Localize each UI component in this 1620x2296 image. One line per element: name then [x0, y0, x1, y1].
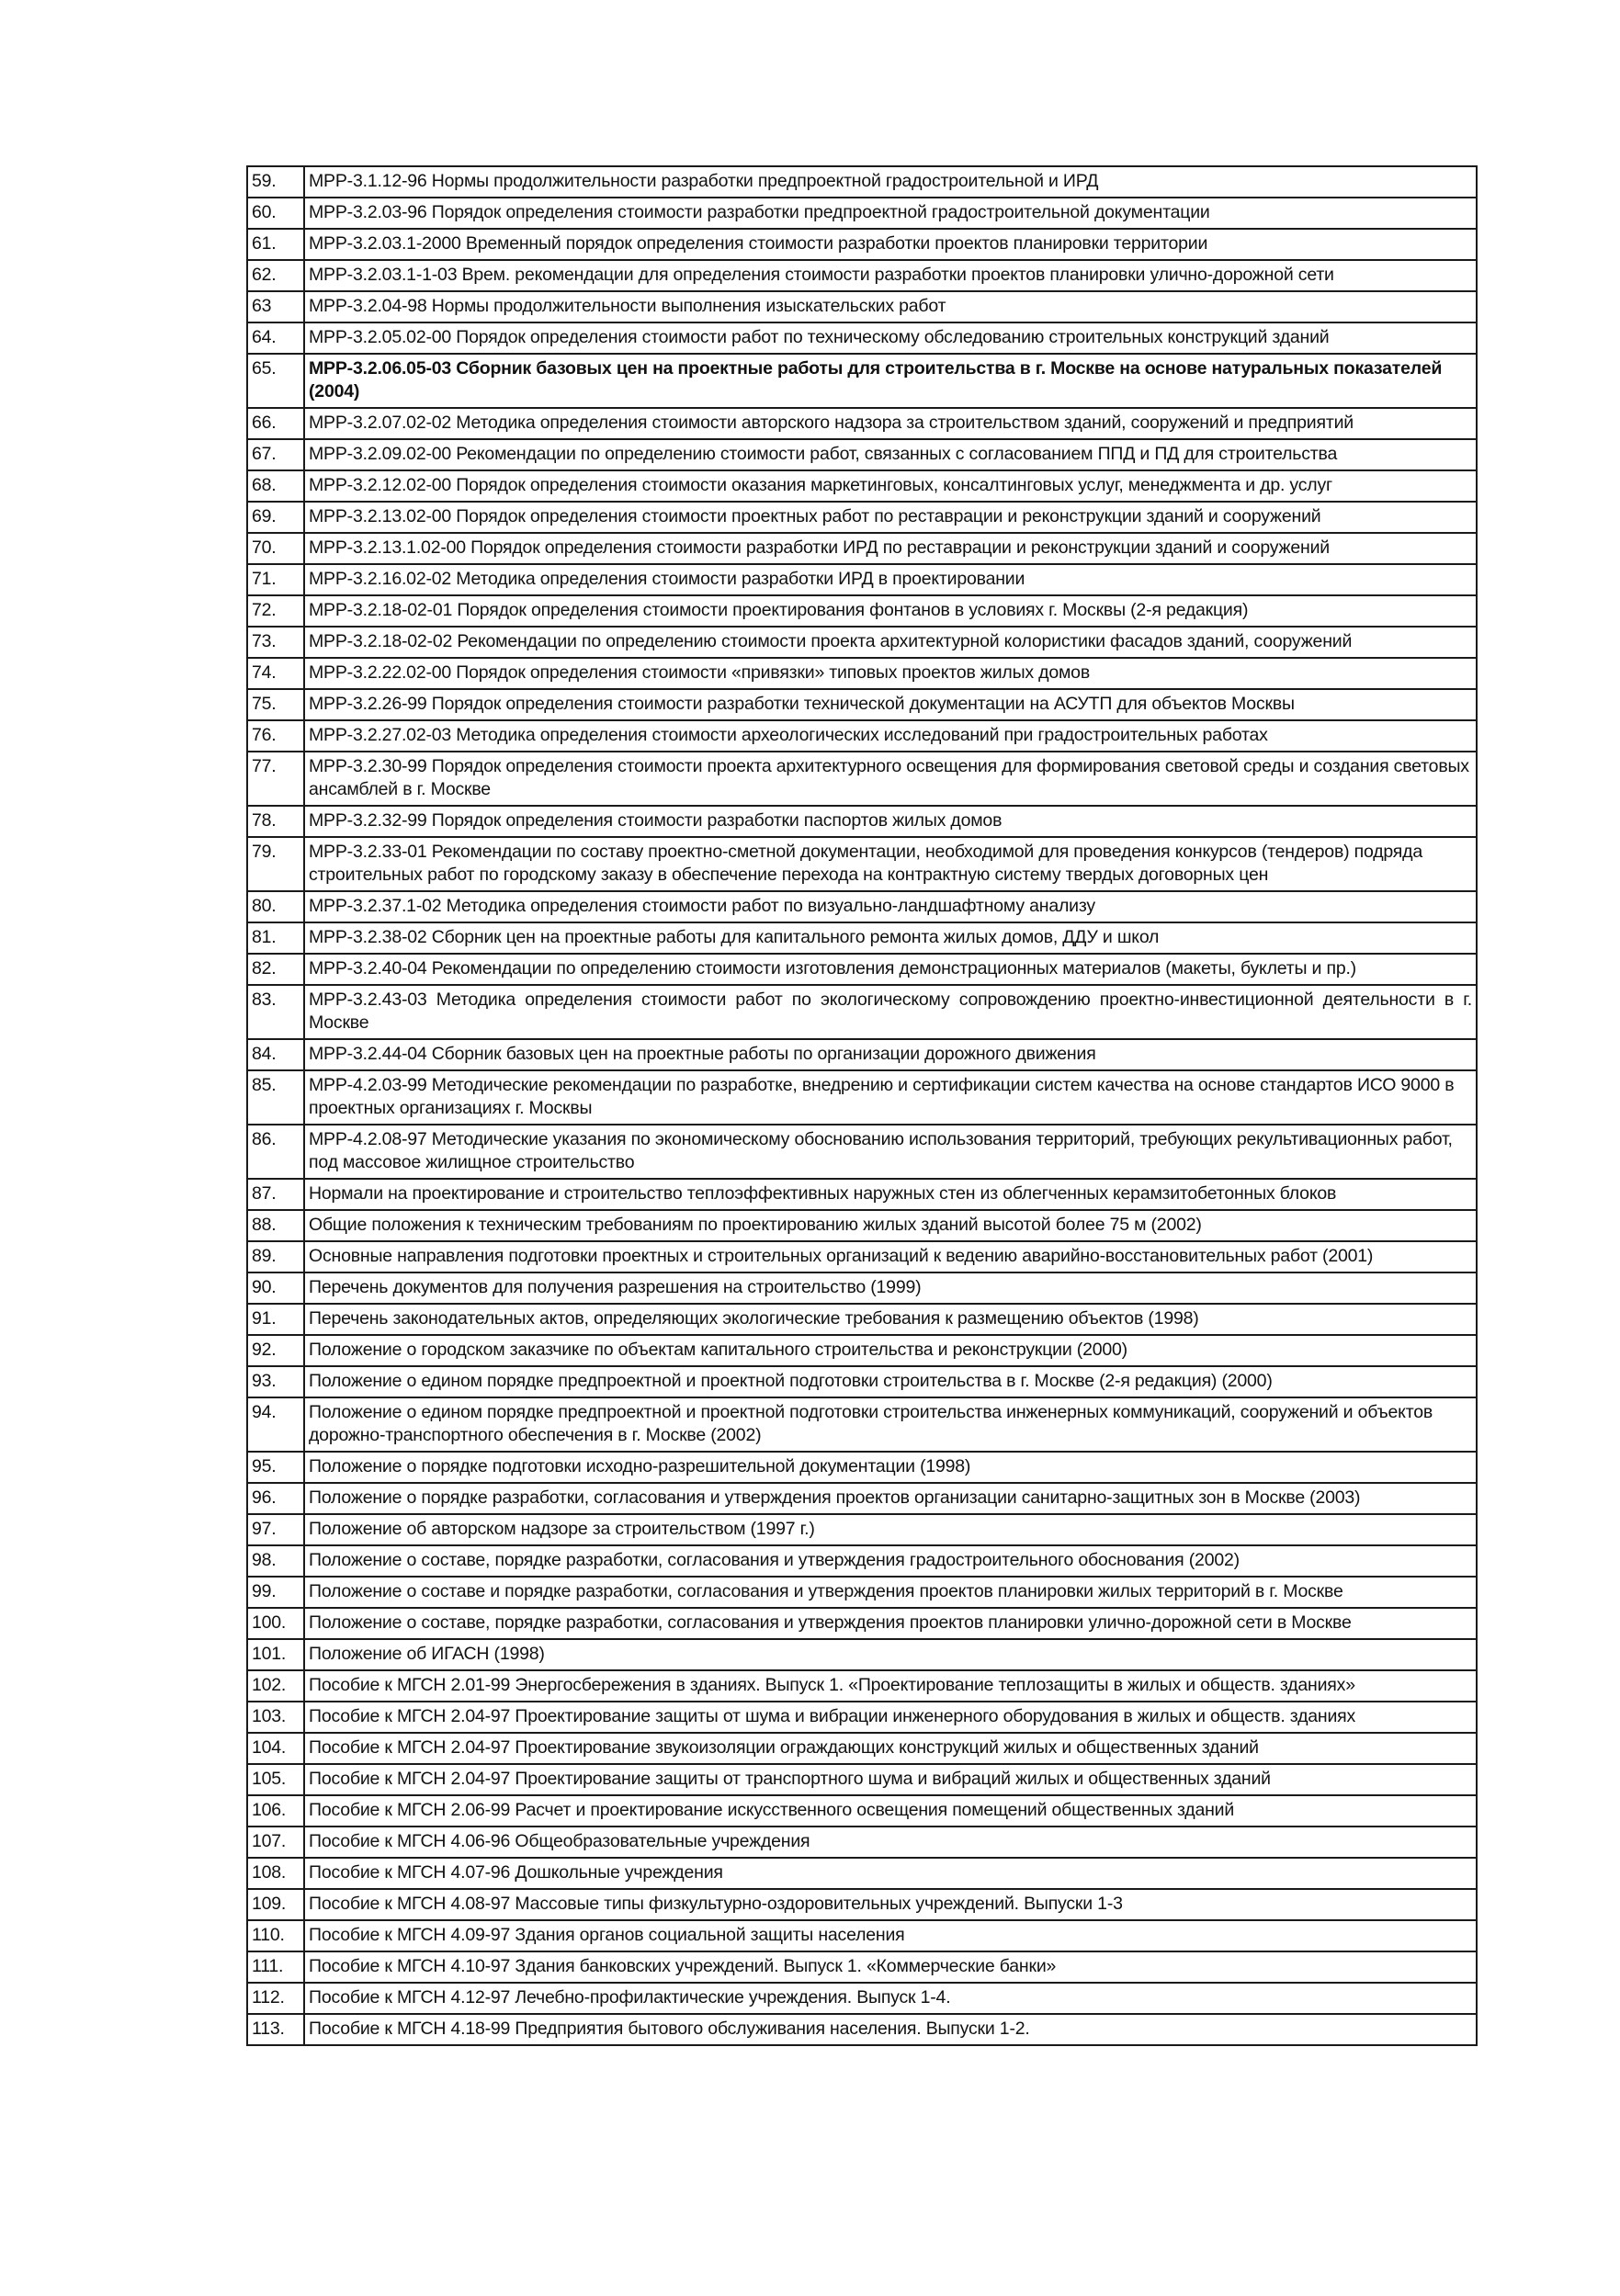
document-title: МРР-3.2.43-03 Методика определения стоимости работ по экологическому сопровождению проектно-инвестиционной деятельности в г. Москве [304, 985, 1477, 1039]
table-row [247, 198, 1477, 229]
table-row [247, 595, 1477, 627]
table-row [247, 922, 1477, 954]
table-row [247, 1608, 1477, 1639]
row-number: 71. [247, 564, 304, 595]
row-number: 95. [247, 1452, 304, 1483]
table-row [247, 408, 1477, 439]
table-row [247, 1920, 1477, 1951]
table-row [247, 658, 1477, 689]
table-row [247, 1125, 1477, 1179]
document-title: МРР-3.2.18-02-02 Рекомендации по определению стоимости проекта архитектурной колористики фасадов зданий, сооружений [304, 627, 1477, 658]
document-title: Положение о порядке разработки, согласования и утверждения проектов организации санитарно-защитных зон в Москве (2003) [304, 1483, 1477, 1514]
document-title: Нормали на проектирование и строительство теплоэффективных наружных стен из облегченных керамзитобетонных блоков [304, 1179, 1477, 1210]
document-title: МРР-3.2.30-99 Порядок определения стоимости проекта архитектурного освещения для формирования световой среды и создания световых ансамблей в г. Москве [304, 752, 1477, 806]
document-title: Положение о едином порядке предпроектной и проектной подготовки строительства инженерных коммуникаций, сооружений и объектов дорожно-транспортного обеспечения в г. Москве (2002) [304, 1397, 1477, 1452]
table-row [247, 291, 1477, 322]
table-row [247, 1795, 1477, 1827]
table-row [247, 2014, 1477, 2045]
document-title: МРР-3.2.38-02 Сборник цен на проектные работы для капитального ремонта жилых домов, ДДУ и школ [304, 922, 1477, 954]
table-row [247, 260, 1477, 291]
row-number: 60. [247, 198, 304, 229]
document-title: Перечень законодательных актов, определяющих экологические требования к размещению объектов (1998) [304, 1304, 1477, 1335]
table-row [247, 627, 1477, 658]
row-number: 111. [247, 1951, 304, 1983]
row-number: 79. [247, 837, 304, 891]
row-number: 104. [247, 1733, 304, 1764]
document-title: МРР-3.2.09.02-00 Рекомендации по определению стоимости работ, связанных с согласованием ППД и ПД для строительства [304, 439, 1477, 470]
table-row [247, 1304, 1477, 1335]
table-row [247, 954, 1477, 985]
table-row [247, 1179, 1477, 1210]
table-row [247, 1670, 1477, 1702]
document-title: МРР-3.2.03-96 Порядок определения стоимости разработки предпроектной градостроительной документации [304, 198, 1477, 229]
table-row [247, 806, 1477, 837]
table-row [247, 752, 1477, 806]
table-row [247, 1039, 1477, 1070]
table-row [247, 1452, 1477, 1483]
row-number: 85. [247, 1070, 304, 1125]
table-row [247, 1827, 1477, 1858]
document-title: Пособие к МГСН 4.12-97 Лечебно-профилактические учреждения. Выпуск 1-4. [304, 1983, 1477, 2014]
row-number: 76. [247, 720, 304, 752]
row-number: 109. [247, 1889, 304, 1920]
row-number: 67. [247, 439, 304, 470]
row-number: 61. [247, 229, 304, 260]
table-row [247, 891, 1477, 922]
table-row [247, 322, 1477, 354]
document-title: МРР-3.2.27.02-03 Методика определения стоимости археологических исследований при градостроительных работах [304, 720, 1477, 752]
table-row [247, 533, 1477, 564]
document-title: МРР-3.2.16.02-02 Методика определения стоимости разработки ИРД в проектировании [304, 564, 1477, 595]
row-number: 110. [247, 1920, 304, 1951]
row-number: 82. [247, 954, 304, 985]
document-title: МРР-3.2.40-04 Рекомендации по определению стоимости изготовления демонстрационных материалов (макеты, буклеты и пр.) [304, 954, 1477, 985]
row-number: 105. [247, 1764, 304, 1795]
row-number: 68. [247, 470, 304, 502]
document-title: Положение о городском заказчике по объектам капитального строительства и реконструкции (2000) [304, 1335, 1477, 1366]
table-row [247, 1577, 1477, 1608]
row-number: 70. [247, 533, 304, 564]
row-number: 100. [247, 1608, 304, 1639]
row-number: 107. [247, 1827, 304, 1858]
document-title: МРР-3.2.13.02-00 Порядок определения стоимости проектных работ по реставрации и реконструкции зданий и сооружений [304, 502, 1477, 533]
table-row [247, 1272, 1477, 1304]
document-title: Пособие к МГСН 4.08-97 Массовые типы физкультурно-оздоровительных учреждений. Выпуски 1-3 [304, 1889, 1477, 1920]
table-row [247, 1210, 1477, 1241]
document-title: МРР-3.2.22.02-00 Порядок определения стоимости «привязки» типовых проектов жилых домов [304, 658, 1477, 689]
document-title: Пособие к МГСН 4.18-99 Предприятия бытового обслуживания населения. Выпуски 1-2. [304, 2014, 1477, 2045]
table-row [247, 1241, 1477, 1272]
table-row [247, 1858, 1477, 1889]
document-title: МРР-4.2.08-97 Методические указания по экономическому обоснованию использования территорий, требующих рекультивационных работ, под массовое жилищное строительство [304, 1125, 1477, 1179]
row-number: 74. [247, 658, 304, 689]
document-title: МРР-3.2.44-04 Сборник базовых цен на проектные работы по организации дорожного движения [304, 1039, 1477, 1070]
table-row [247, 837, 1477, 891]
document-title: Пособие к МГСН 2.06-99 Расчет и проектирование искусственного освещения помещений общественных зданий [304, 1795, 1477, 1827]
document-title: МРР-3.2.07.02-02 Методика определения стоимости авторского надзора за строительством зданий, сооружений и предприятий [304, 408, 1477, 439]
document-page [246, 165, 1478, 2046]
document-title: Положение о составе и порядке разработки, согласования и утверждения проектов планировки жилых территорий в г. Москве [304, 1577, 1477, 1608]
table-row [247, 354, 1477, 408]
document-title: МРР-3.2.37.1-02 Методика определения стоимости работ по визуально-ландшафтному анализу [304, 891, 1477, 922]
table-row [247, 1639, 1477, 1670]
row-number: 92. [247, 1335, 304, 1366]
row-number: 88. [247, 1210, 304, 1241]
row-number: 91. [247, 1304, 304, 1335]
row-number: 94. [247, 1397, 304, 1452]
table-row [247, 1764, 1477, 1795]
table-row [247, 985, 1477, 1039]
row-number: 89. [247, 1241, 304, 1272]
normative-documents-table [246, 165, 1478, 2046]
table-row [247, 1070, 1477, 1125]
document-title: Пособие к МГСН 2.04-97 Проектирование защиты от шума и вибрации инженерного оборудования в жилых и обществ. зданиях [304, 1702, 1477, 1733]
document-title: МРР-3.2.18-02-01 Порядок определения стоимости проектирования фонтанов в условиях г. Москвы (2-я редакция) [304, 595, 1477, 627]
row-number: 98. [247, 1545, 304, 1577]
table-row [247, 502, 1477, 533]
table-row [247, 229, 1477, 260]
row-number: 113. [247, 2014, 304, 2045]
table-row [247, 1397, 1477, 1452]
table-row [247, 1366, 1477, 1397]
table-row [247, 1889, 1477, 1920]
document-title: Положение о составе, порядке разработки, согласования и утверждения проектов планировки улично-дорожной сети в Москве [304, 1608, 1477, 1639]
table-row [247, 1733, 1477, 1764]
row-number: 75. [247, 689, 304, 720]
table-row [247, 166, 1477, 198]
table-row [247, 720, 1477, 752]
document-title: Пособие к МГСН 4.07-96 Дошкольные учреждения [304, 1858, 1477, 1889]
document-title: МРР-3.2.12.02-00 Порядок определения стоимости оказания маркетинговых, консалтинговых услуг, менеджмента и др. услуг [304, 470, 1477, 502]
row-number: 96. [247, 1483, 304, 1514]
row-number: 106. [247, 1795, 304, 1827]
row-number: 99. [247, 1577, 304, 1608]
table-row [247, 1335, 1477, 1366]
document-title: Положение о составе, порядке разработки, согласования и утверждения градостроительного обоснования (2002) [304, 1545, 1477, 1577]
row-number: 86. [247, 1125, 304, 1179]
row-number: 78. [247, 806, 304, 837]
document-title: Положение о едином порядке предпроектной и проектной подготовки строительства в г. Москве (2-я редакция) (2000) [304, 1366, 1477, 1397]
row-number: 83. [247, 985, 304, 1039]
row-number: 73. [247, 627, 304, 658]
row-number: 80. [247, 891, 304, 922]
document-title: МРР-3.2.03.1-1-03 Врем. рекомендации для определения стоимости разработки проектов планировки улично-дорожной сети [304, 260, 1477, 291]
row-number: 81. [247, 922, 304, 954]
table-row [247, 1983, 1477, 2014]
row-number: 77. [247, 752, 304, 806]
row-number: 69. [247, 502, 304, 533]
document-title: Общие положения к техническим требованиям по проектированию жилых зданий высотой более 75 м (2002) [304, 1210, 1477, 1241]
document-title: Пособие к МГСН 2.04-97 Проектирование защиты от транспортного шума и вибраций жилых и общественных зданий [304, 1764, 1477, 1795]
row-number: 97. [247, 1514, 304, 1545]
document-title: МРР-4.2.03-99 Методические рекомендации по разработке, внедрению и сертификации систем качества на основе стандартов ИСО 9000 в проектных организациях г. Москвы [304, 1070, 1477, 1125]
document-title: МРР-3.2.33-01 Рекомендации по составу проектно-сметной документации, необходимой для проведения конкурсов (тендеров) подряда строительных работ по городскому заказу в обеспечение перехода на контрактную систему твердых договорных цен [304, 837, 1477, 891]
document-title: Пособие к МГСН 4.10-97 Здания банковских учреждений. Выпуск 1. «Коммерческие банки» [304, 1951, 1477, 1983]
row-number: 87. [247, 1179, 304, 1210]
document-title: МРР-3.1.12-96 Нормы продолжительности разработки предпроектной градостроительной и ИРД [304, 166, 1477, 198]
table-row [247, 564, 1477, 595]
document-title: Перечень документов для получения разрешения на строительство (1999) [304, 1272, 1477, 1304]
document-title: МРР-3.2.03.1-2000 Временный порядок определения стоимости разработки проектов планировки территории [304, 229, 1477, 260]
table-row [247, 1514, 1477, 1545]
document-title: Положение об ИГАСН (1998) [304, 1639, 1477, 1670]
document-title: Положение о порядке подготовки исходно-разрешительной документации (1998) [304, 1452, 1477, 1483]
table-row [247, 1545, 1477, 1577]
document-title: Основные направления подготовки проектных и строительных организаций к ведению аварийно-восстановительных работ (2001) [304, 1241, 1477, 1272]
table-row [247, 439, 1477, 470]
table-row [247, 1702, 1477, 1733]
row-number: 64. [247, 322, 304, 354]
row-number: 93. [247, 1366, 304, 1397]
row-number: 103. [247, 1702, 304, 1733]
table-body [247, 166, 1477, 2045]
document-title: МРР-3.2.13.1.02-00 Порядок определения стоимости разработки ИРД по реставрации и реконструкции зданий и сооружений [304, 533, 1477, 564]
row-number: 62. [247, 260, 304, 291]
document-title: МРР-3.2.26-99 Порядок определения стоимости разработки технической документации на АСУТП для объектов Москвы [304, 689, 1477, 720]
document-title: Пособие к МГСН 2.01-99 Энергосбережения в зданиях. Выпуск 1. «Проектирование теплозащиты в жилых и обществ. зданиях» [304, 1670, 1477, 1702]
row-number: 90. [247, 1272, 304, 1304]
table-row [247, 689, 1477, 720]
document-title: МРР-3.2.32-99 Порядок определения стоимости разработки паспортов жилых домов [304, 806, 1477, 837]
document-title: Пособие к МГСН 2.04-97 Проектирование звукоизоляции ограждающих конструкций жилых и общественных зданий [304, 1733, 1477, 1764]
row-number: 108. [247, 1858, 304, 1889]
row-number: 65. [247, 354, 304, 408]
document-title: Пособие к МГСН 4.06-96 Общеобразовательные учреждения [304, 1827, 1477, 1858]
document-title: МРР-3.2.04-98 Нормы продолжительности выполнения изыскательских работ [304, 291, 1477, 322]
document-title: Пособие к МГСН 4.09-97 Здания органов социальной защиты населения [304, 1920, 1477, 1951]
row-number: 72. [247, 595, 304, 627]
document-title: МРР-3.2.06.05-03 Сборник базовых цен на проектные работы для строительства в г. Москве на основе натуральных показателей (2004) [304, 354, 1477, 408]
row-number: 84. [247, 1039, 304, 1070]
row-number: 63 [247, 291, 304, 322]
document-title: Положение об авторском надзоре за строительством (1997 г.) [304, 1514, 1477, 1545]
row-number: 101. [247, 1639, 304, 1670]
row-number: 66. [247, 408, 304, 439]
row-number: 102. [247, 1670, 304, 1702]
row-number: 112. [247, 1983, 304, 2014]
table-row [247, 1951, 1477, 1983]
document-title: МРР-3.2.05.02-00 Порядок определения стоимости работ по техническому обследованию строительных конструкций зданий [304, 322, 1477, 354]
row-number: 59. [247, 166, 304, 198]
table-row [247, 1483, 1477, 1514]
table-row [247, 470, 1477, 502]
